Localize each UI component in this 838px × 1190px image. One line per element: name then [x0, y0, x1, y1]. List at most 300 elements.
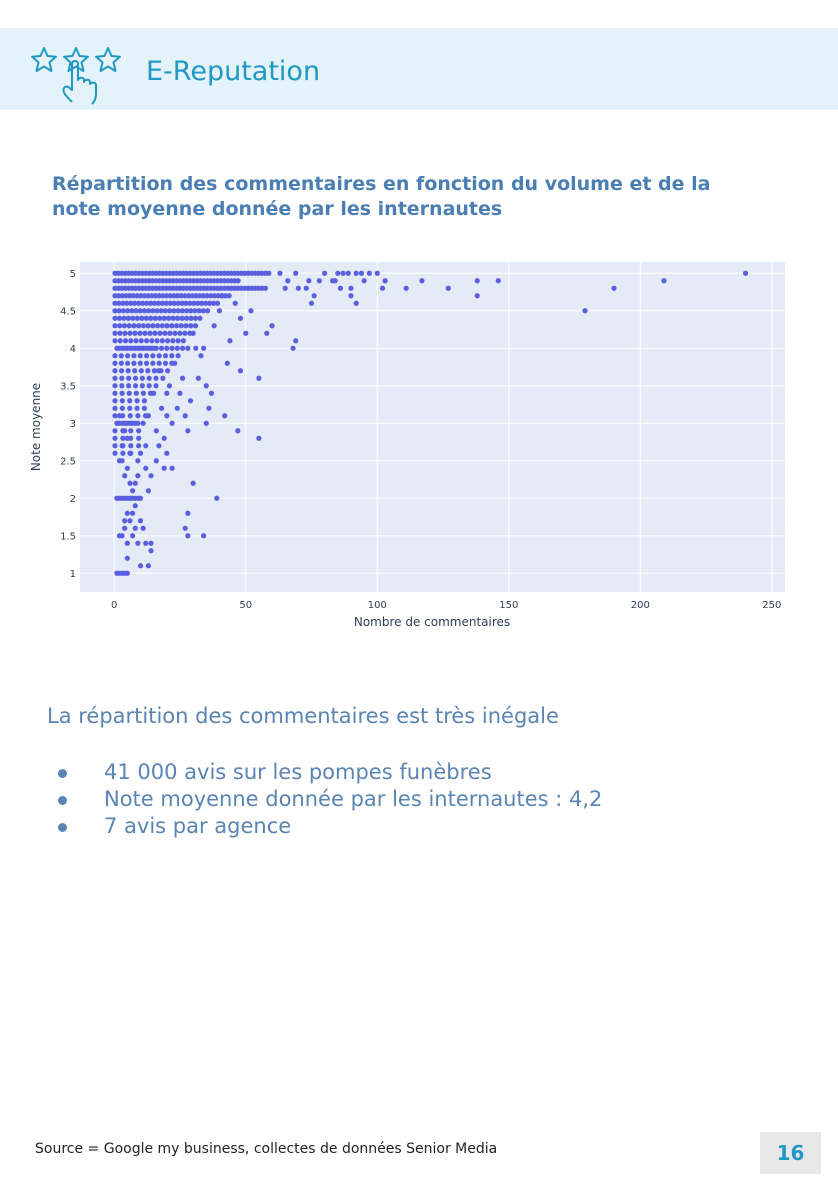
- data-point: [112, 391, 117, 396]
- data-point: [340, 271, 345, 276]
- page-title: E-Reputation: [146, 56, 321, 87]
- data-point: [214, 496, 219, 501]
- data-point: [157, 316, 162, 321]
- data-point: [201, 533, 206, 538]
- data-point: [338, 286, 343, 291]
- data-point: [133, 481, 138, 486]
- data-point: [164, 346, 169, 351]
- data-point: [112, 443, 117, 448]
- data-point: [140, 383, 145, 388]
- data-point: [225, 361, 230, 366]
- data-point: [162, 331, 167, 336]
- data-point: [193, 316, 198, 321]
- data-point: [191, 481, 196, 486]
- data-point: [134, 406, 139, 411]
- data-point: [162, 436, 167, 441]
- data-point: [135, 541, 140, 546]
- data-point: [118, 338, 123, 343]
- data-point: [148, 541, 153, 546]
- data-point: [151, 391, 156, 396]
- list-item: [58, 786, 602, 813]
- data-point: [304, 286, 309, 291]
- data-point: [130, 316, 135, 321]
- data-point: [296, 286, 301, 291]
- data-point: [126, 368, 131, 373]
- data-point: [185, 533, 190, 538]
- data-point: [285, 278, 290, 283]
- data-point: [131, 323, 136, 328]
- data-point: [661, 278, 666, 283]
- data-point: [159, 406, 164, 411]
- x-tick-label: 50: [239, 600, 253, 611]
- data-point: [188, 398, 193, 403]
- data-point: [159, 346, 164, 351]
- data-point: [141, 421, 146, 426]
- data-point: [119, 361, 124, 366]
- data-point: [148, 473, 153, 478]
- bullet-dot-icon: [58, 823, 67, 832]
- data-point: [177, 391, 182, 396]
- data-point: [146, 563, 151, 568]
- data-point: [180, 346, 185, 351]
- data-point: [144, 316, 149, 321]
- data-point: [149, 338, 154, 343]
- data-point: [317, 278, 322, 283]
- data-point: [172, 331, 177, 336]
- data-point: [446, 286, 451, 291]
- data-point: [125, 361, 130, 366]
- data-point: [293, 271, 298, 276]
- data-point: [219, 293, 224, 298]
- data-point: [354, 301, 359, 306]
- data-point: [404, 286, 409, 291]
- data-point: [119, 376, 124, 381]
- data-point: [188, 316, 193, 321]
- bullet-text: 41 000 avis sur les pompes funèbres: [104, 760, 492, 784]
- data-point: [185, 346, 190, 351]
- data-point: [136, 428, 141, 433]
- data-point: [112, 376, 117, 381]
- data-point: [154, 346, 159, 351]
- data-point: [127, 398, 132, 403]
- data-point: [131, 361, 136, 366]
- data-point: [147, 331, 152, 336]
- data-point: [138, 563, 143, 568]
- data-point: [174, 323, 179, 328]
- data-point: [169, 323, 174, 328]
- data-point: [475, 278, 480, 283]
- data-point: [120, 406, 125, 411]
- data-point: [130, 533, 135, 538]
- data-point: [154, 338, 159, 343]
- data-point: [167, 383, 172, 388]
- bullet-dot-icon: [58, 796, 67, 805]
- data-point: [175, 316, 180, 321]
- data-point: [127, 518, 132, 523]
- data-point: [146, 413, 151, 418]
- data-point: [156, 443, 161, 448]
- data-point: [112, 436, 117, 441]
- data-point: [128, 443, 133, 448]
- data-point: [133, 383, 138, 388]
- data-point: [136, 436, 141, 441]
- data-point: [117, 316, 122, 321]
- data-point: [144, 353, 149, 358]
- data-point: [112, 323, 117, 328]
- data-point: [197, 316, 202, 321]
- data-point: [183, 323, 188, 328]
- data-point: [185, 428, 190, 433]
- y-tick-label: 2.5: [60, 456, 76, 468]
- data-point: [164, 451, 169, 456]
- data-point: [185, 511, 190, 516]
- data-point: [419, 278, 424, 283]
- data-point: [212, 323, 217, 328]
- y-axis-label: Note moyenne: [29, 382, 43, 472]
- data-point: [227, 338, 232, 343]
- y-tick-label: 3: [69, 418, 76, 430]
- rating-stars-hand-icon: [26, 44, 130, 108]
- data-point: [204, 383, 209, 388]
- data-point: [143, 541, 148, 546]
- x-tick-label: 100: [367, 600, 387, 611]
- data-point: [277, 271, 282, 276]
- data-point: [169, 466, 174, 471]
- data-point: [128, 338, 133, 343]
- data-point: [125, 466, 130, 471]
- data-point: [611, 286, 616, 291]
- list-item: [58, 813, 602, 840]
- data-point: [180, 376, 185, 381]
- data-point: [130, 511, 135, 516]
- data-point: [172, 361, 177, 366]
- data-point: [152, 368, 157, 373]
- data-point: [169, 421, 174, 426]
- summary-bullet-list: [58, 759, 602, 840]
- data-point: [169, 353, 174, 358]
- x-axis-label: Nombre de commentaires: [353, 615, 511, 629]
- data-point: [235, 428, 240, 433]
- data-point: [165, 368, 170, 373]
- data-point: [306, 278, 311, 283]
- scatter-chart: [0, 250, 838, 640]
- data-point: [206, 406, 211, 411]
- data-point: [169, 346, 174, 351]
- data-point: [147, 383, 152, 388]
- data-point: [126, 383, 131, 388]
- data-point: [122, 526, 127, 531]
- data-point: [127, 391, 132, 396]
- y-tick-label: 2: [69, 493, 76, 505]
- data-point: [256, 376, 261, 381]
- x-tick-label: 250: [762, 600, 782, 611]
- data-point: [138, 353, 143, 358]
- data-point: [125, 541, 130, 546]
- y-tick-label: 5: [69, 268, 76, 280]
- data-point: [167, 331, 172, 336]
- data-point: [119, 383, 124, 388]
- y-tick-label: 4: [69, 343, 76, 355]
- data-point: [121, 316, 126, 321]
- data-point: [163, 361, 168, 366]
- data-point: [142, 331, 147, 336]
- data-point: [133, 503, 138, 508]
- bullet-text: 7 avis par agence: [104, 814, 292, 838]
- data-point: [154, 428, 159, 433]
- data-point: [138, 518, 143, 523]
- data-point: [177, 331, 182, 336]
- data-point: [248, 308, 253, 313]
- data-point: [112, 316, 117, 321]
- data-point: [138, 451, 143, 456]
- data-point: [162, 316, 167, 321]
- data-point: [153, 383, 158, 388]
- data-point: [582, 308, 587, 313]
- data-point: [135, 316, 140, 321]
- data-point: [183, 413, 188, 418]
- data-point: [117, 458, 122, 463]
- data-point: [125, 571, 130, 576]
- data-point: [496, 278, 501, 283]
- data-point: [122, 331, 127, 336]
- data-point: [117, 413, 122, 418]
- data-point: [120, 451, 125, 456]
- data-point: [312, 293, 317, 298]
- data-point: [123, 338, 128, 343]
- data-point: [160, 338, 165, 343]
- data-point: [148, 548, 153, 553]
- data-point: [205, 308, 210, 313]
- data-point: [233, 301, 238, 306]
- data-point: [171, 316, 176, 321]
- data-point: [238, 316, 243, 321]
- data-point: [146, 488, 151, 493]
- data-point: [243, 331, 248, 336]
- data-point: [359, 271, 364, 276]
- chart-title: Répartition des commentaires en fonction du volume et de la note moyenne donnée par les internautes: [52, 173, 711, 220]
- data-point: [743, 271, 748, 276]
- data-point: [375, 271, 380, 276]
- data-point: [138, 496, 143, 501]
- data-point: [153, 376, 158, 381]
- data-point: [164, 391, 169, 396]
- list-item: [58, 759, 602, 786]
- data-point: [119, 368, 124, 373]
- data-point: [135, 458, 140, 463]
- data-point: [150, 323, 155, 328]
- data-point: [136, 443, 141, 448]
- data-point: [176, 353, 181, 358]
- data-point: [163, 353, 168, 358]
- data-point: [175, 346, 180, 351]
- data-point: [112, 398, 117, 403]
- data-point: [134, 398, 139, 403]
- data-point: [131, 353, 136, 358]
- data-point: [362, 278, 367, 283]
- data-point: [176, 338, 181, 343]
- data-point: [155, 323, 160, 328]
- data-point: [125, 556, 130, 561]
- data-point: [293, 338, 298, 343]
- x-tick-label: 200: [630, 600, 650, 611]
- data-point: [198, 353, 203, 358]
- data-point: [128, 428, 133, 433]
- data-point: [191, 331, 196, 336]
- data-point: [204, 421, 209, 426]
- y-tick-label: 1: [69, 568, 76, 580]
- data-point: [112, 428, 117, 433]
- data-point: [235, 278, 240, 283]
- data-point: [475, 293, 480, 298]
- data-point: [170, 338, 175, 343]
- data-point: [157, 353, 162, 358]
- data-point: [133, 376, 138, 381]
- data-point: [119, 353, 124, 358]
- data-point: [147, 376, 152, 381]
- data-point: [145, 368, 150, 373]
- y-tick-label: 1.5: [60, 531, 76, 543]
- data-point: [112, 353, 117, 358]
- data-point: [256, 436, 261, 441]
- data-point: [130, 488, 135, 493]
- data-point: [193, 323, 198, 328]
- data-point: [154, 458, 159, 463]
- data-point: [139, 316, 144, 321]
- data-point: [160, 323, 165, 328]
- data-point: [263, 286, 268, 291]
- data-point: [181, 338, 186, 343]
- data-point: [112, 361, 117, 366]
- data-point: [141, 526, 146, 531]
- data-point: [348, 293, 353, 298]
- data-point: [126, 316, 131, 321]
- data-point: [133, 526, 138, 531]
- data-point: [117, 331, 122, 336]
- data-point: [112, 368, 117, 373]
- data-point: [135, 421, 140, 426]
- data-point: [266, 271, 271, 276]
- data-point: [143, 466, 148, 471]
- source-note: Source = Google my business, collectes de données Senior Media: [35, 1141, 498, 1157]
- bullet-text: Note moyenne donnée par les internautes : 4,2: [104, 787, 603, 811]
- data-point: [157, 361, 162, 366]
- data-point: [120, 398, 125, 403]
- data-point: [182, 331, 187, 336]
- data-point: [153, 316, 158, 321]
- data-point: [179, 323, 184, 328]
- data-point: [146, 323, 151, 328]
- data-point: [165, 338, 170, 343]
- data-point: [144, 361, 149, 366]
- data-point: [132, 331, 137, 336]
- data-point: [164, 323, 169, 328]
- data-point: [119, 443, 124, 448]
- data-point: [144, 338, 149, 343]
- data-point: [160, 376, 165, 381]
- data-point: [132, 368, 137, 373]
- data-point: [135, 413, 140, 418]
- data-point: [133, 338, 138, 343]
- data-point: [117, 323, 122, 328]
- data-point: [141, 323, 146, 328]
- data-point: [164, 413, 169, 418]
- data-point: [139, 368, 144, 373]
- data-point: [112, 451, 117, 456]
- data-point: [136, 323, 141, 328]
- data-point: [125, 353, 130, 358]
- data-point: [122, 323, 127, 328]
- data-point: [184, 316, 189, 321]
- data-point: [122, 518, 127, 523]
- data-point: [162, 466, 167, 471]
- data-point: [152, 331, 157, 336]
- data-point: [175, 406, 180, 411]
- data-point: [125, 436, 130, 441]
- data-point: [112, 406, 117, 411]
- data-point: [143, 443, 148, 448]
- data-point: [227, 293, 232, 298]
- bullet-dot-icon: [58, 769, 67, 778]
- data-point: [126, 376, 131, 381]
- data-point: [290, 346, 295, 351]
- data-point: [112, 338, 117, 343]
- data-point: [138, 361, 143, 366]
- data-point: [367, 271, 372, 276]
- data-point: [142, 398, 147, 403]
- data-point: [117, 533, 122, 538]
- data-point: [166, 316, 171, 321]
- data-point: [222, 413, 227, 418]
- data-point: [134, 391, 139, 396]
- data-point: [183, 526, 188, 531]
- data-point: [309, 301, 314, 306]
- data-point: [140, 376, 145, 381]
- data-point: [127, 323, 132, 328]
- data-point: [346, 271, 351, 276]
- data-point: [196, 376, 201, 381]
- data-point: [193, 346, 198, 351]
- data-point: [354, 271, 359, 276]
- data-point: [269, 323, 274, 328]
- data-point: [112, 383, 117, 388]
- data-point: [127, 451, 132, 456]
- x-tick-label: 0: [111, 600, 118, 611]
- data-point: [383, 278, 388, 283]
- data-point: [283, 286, 288, 291]
- page-number: 16: [760, 1132, 821, 1174]
- data-point: [150, 361, 155, 366]
- data-point: [135, 473, 140, 478]
- data-point: [348, 286, 353, 291]
- data-point: [142, 406, 147, 411]
- data-point: [112, 413, 117, 418]
- y-tick-label: 4.5: [60, 306, 76, 318]
- data-point: [139, 338, 144, 343]
- data-point: [137, 331, 142, 336]
- data-point: [127, 331, 132, 336]
- data-point: [209, 391, 214, 396]
- data-point: [330, 278, 335, 283]
- data-point: [380, 286, 385, 291]
- header-band: [0, 28, 838, 110]
- data-point: [122, 428, 127, 433]
- data-point: [201, 346, 206, 351]
- data-point: [112, 331, 117, 336]
- data-point: [215, 301, 220, 306]
- data-point: [125, 511, 130, 516]
- data-point: [150, 353, 155, 358]
- data-point: [122, 473, 127, 478]
